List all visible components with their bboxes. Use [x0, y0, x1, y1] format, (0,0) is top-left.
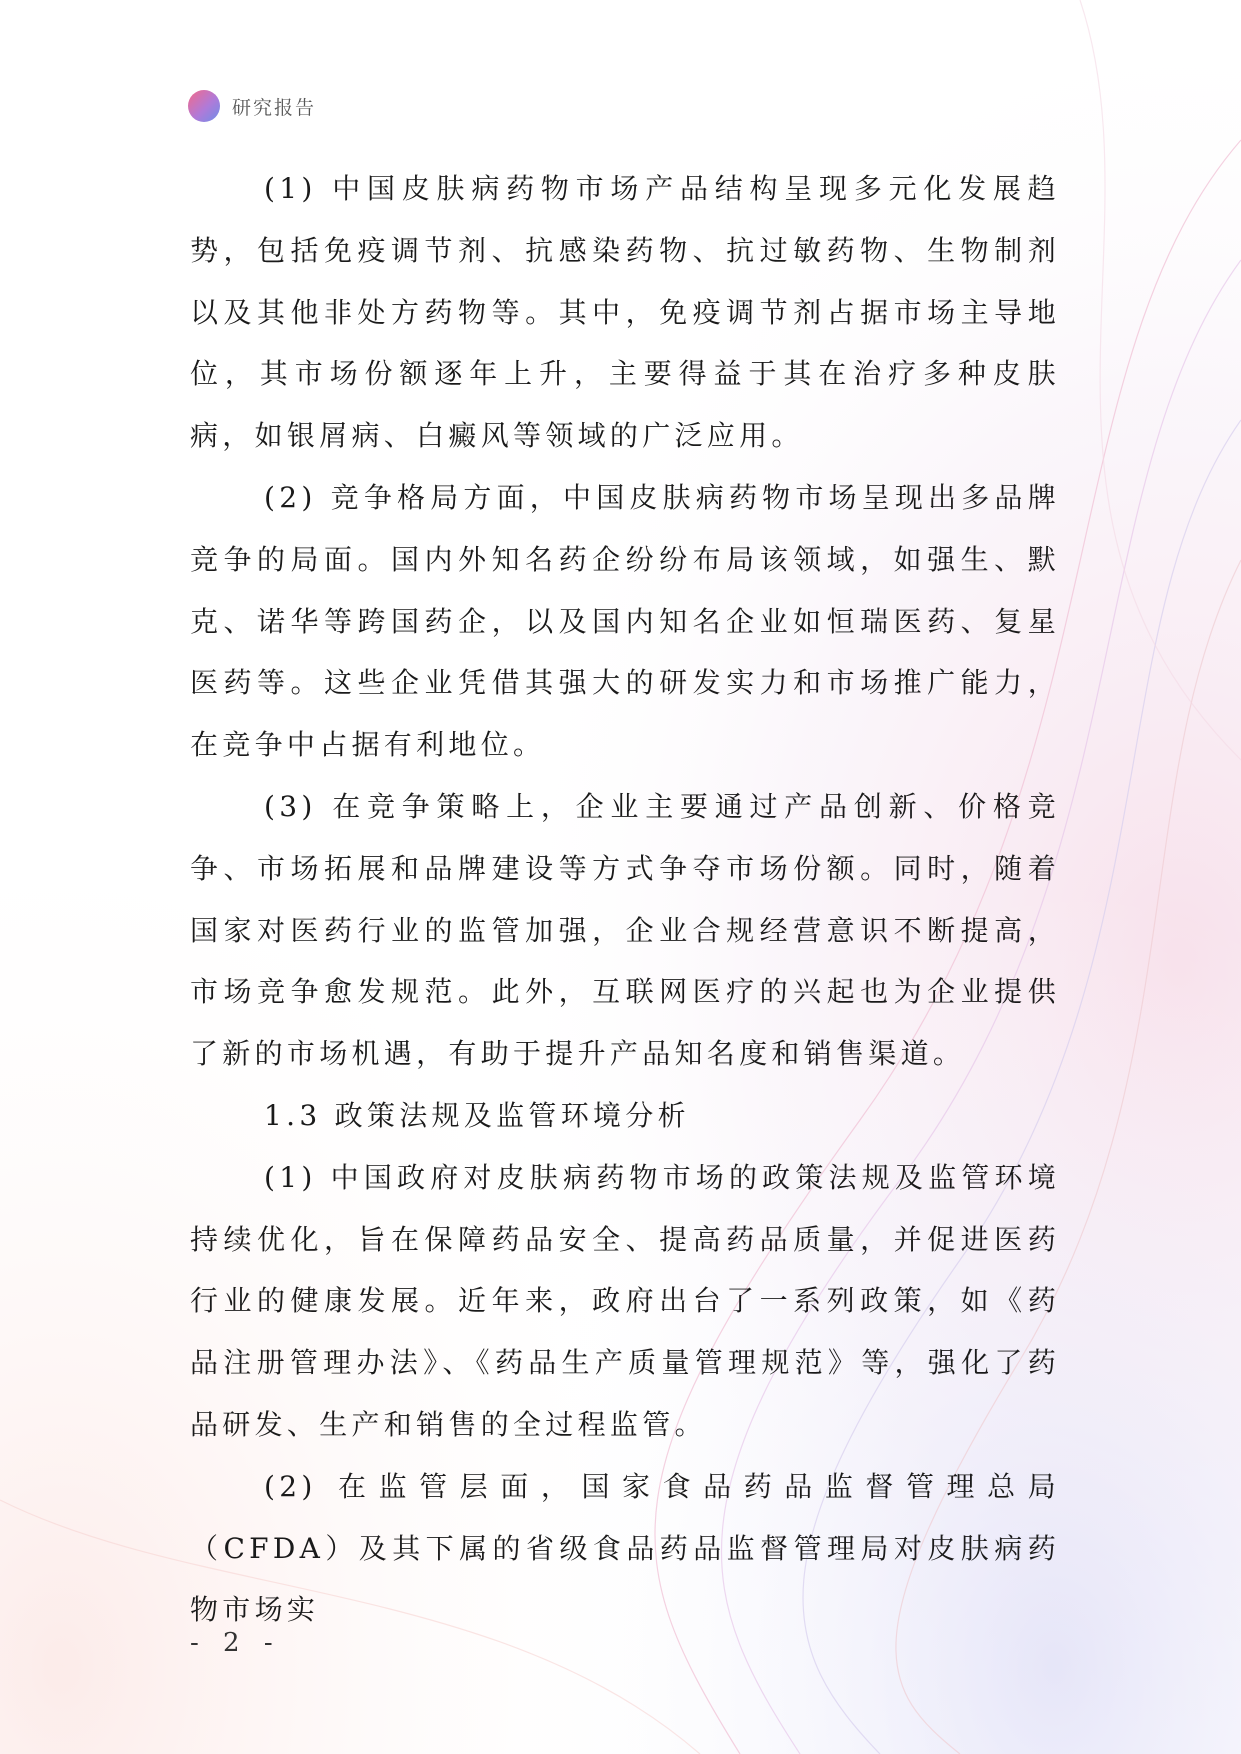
report-header — [188, 88, 316, 124]
page-number: - 2 - — [190, 1628, 281, 1658]
report-title: 研究报告 — [232, 96, 317, 119]
paragraph: (3) 在竞争策略上，企业主要通过产品创新、价格竞争、市场拓展和品牌建设等方式争夺市场份额。同时，随着国家对医药行业的监管加强，企业合规经营意识不断提高，市场竞争愈发规范。此外，互联网医疗的兴起也为企业提供了新的市场机遇，有助于提升产品知名度和销售渠道。 — [190, 789, 1060, 1071]
paragraph: (2) 在监管层面，国家食品药品监督管理总局（CFDA）及其下属的省级食品药品监督管理局对皮肤病药物市场实 — [190, 1469, 1060, 1627]
section-heading: 1.3 政策法规及监管环境分析 — [264, 1098, 690, 1132]
paragraph: (2) 竞争格局方面，中国皮肤病药物市场呈现出多品牌竞争的局面。国内外知名药企纷纷布局该领域，如强生、默克、诺华等跨国药企，以及国内知名企业如恒瑞医药、复星医药等。这些企业凭借其强大的研发实力和市场推广能力，在竞争中占据有利地位。 — [190, 480, 1060, 762]
document-body — [190, 158, 1060, 1641]
gradient-circle-icon — [188, 90, 220, 122]
paragraph: (1) 中国皮肤病药物市场产品结构呈现多元化发展趋势，包括免疫调节剂、抗感染药物、抗过敏药物、生物制剂以及其他非处方药物等。其中，免疫调节剂占据市场主导地位，其市场份额逐年上升，主要得益于其在治疗多种皮肤病，如银屑病、白癜风等领域的广泛应用。 — [190, 172, 1060, 453]
paragraph: (1) 中国政府对皮肤病药物市场的政策法规及监管环境持续优化，旨在保障药品安全、提高药品质量，并促进医药行业的健康发展。近年来，政府出台了一系列政策，如《药品注册管理办法》、《药品生产质量管理规范》等，强化了药品研发、生产和销售的全过程监管。 — [190, 1160, 1060, 1441]
